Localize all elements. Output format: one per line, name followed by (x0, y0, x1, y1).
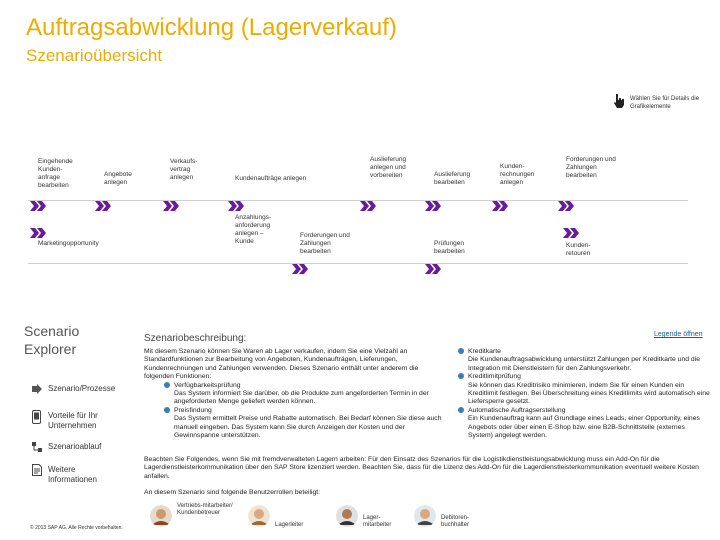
document-icon (32, 464, 42, 476)
flow-icon (32, 442, 42, 452)
bullet-icon (164, 382, 170, 388)
left-bullet-list (164, 382, 446, 441)
lane-separator (28, 200, 688, 201)
bullet-text: Das System ermittelt Preise und Rabatte automatisch. Bei Bedarf können Sie diese auch manuell eingeben. Das System kann Sie durch Anzeigen der Kosten und der Gewinnspanne unterstützen. (174, 415, 442, 440)
step-verkaufsvertrag[interactable]: Verkaufs-vertrag anlegen (170, 158, 198, 181)
description-heading: Szenariobeschreibung: (144, 333, 247, 344)
bullet-text: Die Kundenauftragsabwicklung unterstützt Zahlungen per Kreditkarte und die Integration mit Dienstleistern für den Zahlungsverkehr. (468, 356, 700, 372)
step-kundenrechnungen[interactable]: Kunden-rechnungen anlegen (500, 163, 535, 186)
explorer-item-info[interactable] (32, 462, 140, 488)
chevron-icon[interactable] (292, 264, 308, 274)
avatar (150, 505, 172, 527)
explorer-item-label: Szenarioablauf (48, 442, 102, 451)
role-label: Debitoren-buchhalter (441, 515, 470, 528)
step-pruefungen[interactable]: Prüfungen bearbeiten (434, 240, 465, 255)
step-auslieferung-bearbeiten[interactable]: Auslieferung bearbeiten (434, 171, 471, 186)
chevron-icon[interactable] (563, 228, 579, 238)
step-kundenauftraege[interactable]: Kundenaufträge anlegen (235, 175, 307, 182)
step-anzahlungsanforderung[interactable]: Anzahlungs-anforderung anlegen – Kunde (235, 214, 272, 245)
bullet-title: Kreditlimitprüfung (468, 373, 521, 381)
chevron-icon[interactable] (425, 264, 441, 274)
role-label: Vertriebs-mitarbeiter/ Kundenbetreuer (177, 503, 233, 516)
chevron-icon[interactable] (30, 228, 46, 238)
hint-text: Wählen Sie für Details die Grafikelemente (630, 96, 700, 110)
role-label: Lager-mitarbeiter (363, 515, 392, 528)
bullet-item (458, 373, 710, 381)
bullet-icon (458, 373, 464, 379)
hand-pointer-icon (612, 93, 626, 109)
explorer-item-label: Szenario/Prozesse (48, 384, 116, 393)
explorer-item-label: Weitere Informationen (48, 465, 97, 484)
bullet-item (164, 407, 446, 415)
page-title: Auftragsabwicklung (Lagerverkauf) (26, 14, 397, 41)
bullet-icon (164, 407, 170, 413)
explorer-item-szenario[interactable] (32, 382, 140, 396)
chevron-icon[interactable] (30, 201, 46, 211)
explorer-nav (30, 378, 140, 518)
step-forderungen-mid[interactable]: Forderungen und Zahlungen bearbeiten (300, 232, 350, 255)
lane-separator (28, 263, 688, 264)
explorer-item-ablauf[interactable] (32, 440, 140, 454)
bullet-item (458, 348, 710, 356)
chevron-icon[interactable] (425, 201, 441, 211)
explorer-item-vorteile[interactable] (32, 408, 140, 434)
chevron-icon[interactable] (163, 201, 179, 211)
legend-link[interactable]: Legende öffnen (654, 331, 703, 338)
avatar (248, 505, 270, 527)
arrow-icon (32, 384, 42, 394)
avatar (336, 505, 358, 527)
chevron-icon[interactable] (492, 201, 508, 211)
bullet-title: Verfügbarkeitsprüfung (174, 381, 241, 389)
process-diagram (0, 150, 720, 270)
bullet-icon (458, 407, 464, 413)
step-forderungen-top[interactable]: Forderungen und Zahlungen bearbeiten (566, 156, 616, 179)
bullet-title: Kreditkarte (468, 348, 501, 355)
description-right (458, 348, 710, 440)
page-subtitle: Szenarioübersicht (26, 46, 163, 65)
bullet-text: Ein Kundenauftrag kann auf Grundlage eines Leads, einer Opportunity, eines Angebots oder über einen E-Shop bzw. eine B2B-Schnittstelle (externes System) angelegt werden. (468, 415, 700, 440)
bullet-icon (458, 348, 464, 354)
description-left (144, 348, 446, 440)
bullet-item (164, 382, 446, 390)
step-auslieferung-vorbereiten[interactable]: Auslieferung anlegen und vorbereiten (370, 156, 407, 179)
explorer-item-label: Vorteile für Ihr Unternehmen (48, 411, 98, 430)
chevron-icon[interactable] (95, 201, 111, 211)
role-lagerleiter[interactable] (248, 503, 328, 533)
description-note: Beachten Sie Folgendes, wenn Sie mit fremdverwalteten Lagern arbeiten: Für den Einsatz des Szenarios für die Logistikdienstleistungsabwicklung muss ein Add-On für die Lagerdienstleisterkommunikation über den SAP Store lizenziert werden. Beachten Sie, dass für die Lizenz des Add-On für die Lagerdienstleisterkommunikation eventuell weitere Kosten anfallen. (144, 456, 699, 480)
bullet-text: Sie können das Kreditrisiko minimieren, indem Sie für einen Kunden ein Kreditlimit festlegen. Bei Überschreitung eines Kreditlimits wird automatisch eine Liefersperre gesetzt. (468, 381, 710, 406)
step-kundenretouren[interactable]: Kunden-retouren (566, 242, 591, 257)
copyright-footer: © 2013 SAP AG. Alle Rechte vorbehalten. (30, 525, 123, 531)
step-eingehende-anfrage[interactable]: Eingehende Kunden-anfrage bearbeiten (38, 158, 73, 189)
bullet-title: Preisfindung (174, 406, 212, 414)
role-debitoren[interactable] (414, 503, 504, 533)
chevron-icon[interactable] (228, 201, 244, 211)
description-intro: Mit diesem Szenario können Sie Waren ab Lager verkaufen, indem Sie eine Vielzahl an Standardfunktionen zur Bearbeitung von Angeboten, Kundenaufträgen, Lieferungen, Kundenrechnungen und Zahlungen verwenden. Dieses Szenario enthält unter anderem die folgenden Funktionen: (144, 348, 419, 381)
role-label: Lagerleiter (275, 522, 304, 528)
bullet-item (458, 407, 710, 415)
explorer-title: Scenario Explorer (24, 323, 80, 357)
role-lagermitarbeiter[interactable] (336, 503, 416, 533)
chevron-icon[interactable] (558, 201, 574, 211)
bullet-title: Automatische Auftragserstellung (468, 406, 566, 414)
avatar (414, 505, 436, 527)
step-marketing-opportunity[interactable]: Marketingopportunity (38, 240, 99, 247)
roles-intro: An diesem Szenario sind folgende Benutzerrollen beteiligt: (144, 489, 321, 496)
phone-icon (32, 410, 41, 424)
chevron-icon[interactable] (360, 201, 376, 211)
bullet-text: Das System informiert Sie darüber, ob die Produkte zum angeforderten Termin in der angeforderten Menge geliefert werden können. (174, 390, 429, 406)
step-angebote-anlegen[interactable]: Angebote anlegen (104, 171, 132, 186)
